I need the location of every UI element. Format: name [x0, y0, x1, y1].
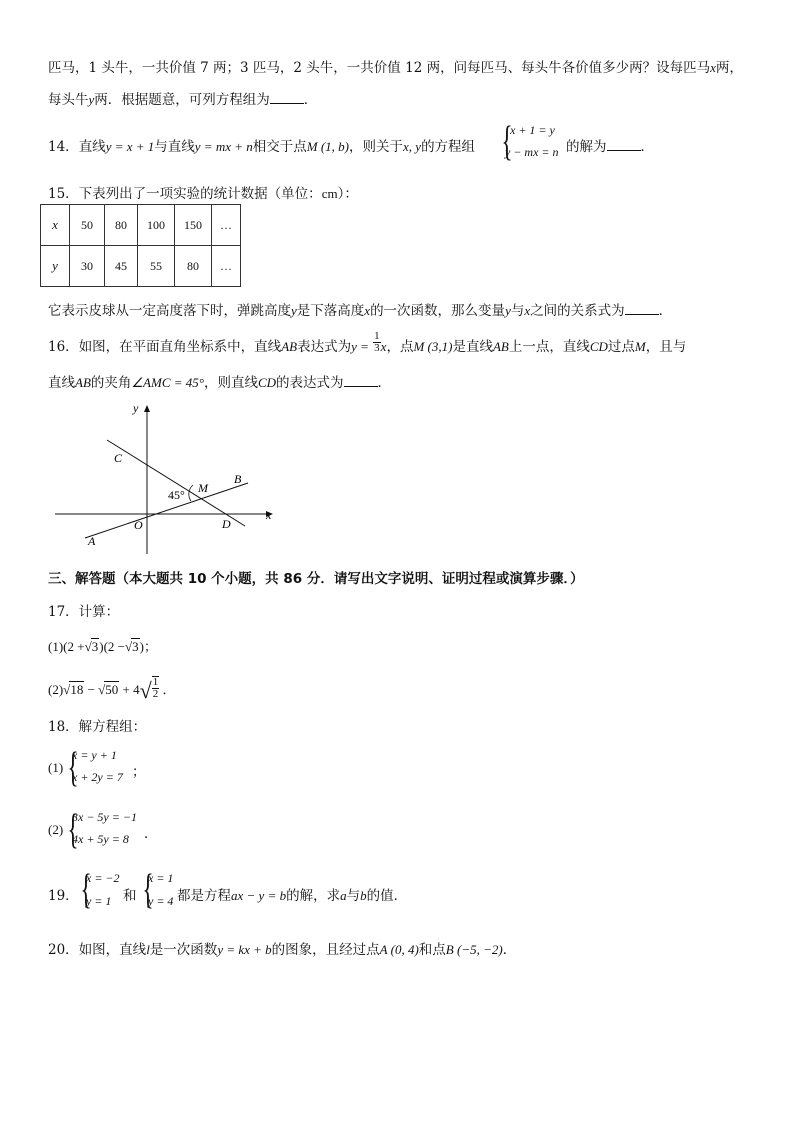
table-row-x	[41, 205, 241, 246]
table-cell: 80	[175, 246, 212, 287]
sqrt-symbol: √	[124, 639, 133, 654]
q16-line2-b: 的夹角	[90, 375, 132, 391]
q17-p1-expr-a: (2 +	[63, 639, 85, 654]
q17-p2-radicand2: 50	[105, 681, 119, 697]
origin-label: O	[134, 518, 143, 532]
q16-number: 16．	[48, 339, 79, 355]
q13-line1	[48, 56, 743, 76]
q19-s2-row2: y = 4	[148, 894, 174, 908]
answer-blank[interactable]	[607, 138, 641, 151]
sqrt-symbol: √	[63, 681, 71, 697]
q16-m: M	[634, 339, 646, 354]
q17-p2-label: (2)	[48, 681, 64, 697]
table-cell: …	[212, 246, 241, 287]
q19-s1-row1: x = −2	[86, 871, 120, 885]
q16-end: ．	[377, 375, 392, 391]
point-d-label: D	[222, 517, 231, 531]
q16-ab3: AB	[75, 375, 91, 390]
q13-line1-end: 两，	[715, 60, 743, 76]
q15-after-d: 与	[510, 303, 525, 319]
q20-text-c: 的图象，且经过点	[271, 942, 380, 958]
q19-s1-row2: y = 1	[86, 894, 112, 908]
q13-var-x: x	[710, 60, 716, 75]
q18-p1-end: ；	[132, 764, 146, 780]
q15-number: 15．	[48, 186, 79, 202]
table-cell: 50	[70, 205, 105, 246]
y-axis-label: y	[133, 401, 139, 415]
q19-eq: ax − y = b	[231, 888, 287, 903]
q16-text-c: ，点	[386, 339, 414, 355]
q17-part1	[48, 636, 157, 655]
q14-end-dot: ．	[640, 139, 654, 155]
q17-p1-radicand1: 3	[91, 639, 99, 654]
answer-blank[interactable]	[270, 91, 304, 104]
q14-text-c: 相交于点	[252, 139, 307, 155]
q16-line2-d: 的表达式为	[276, 375, 344, 391]
q16-line1	[48, 330, 687, 355]
sqrt-symbol: √	[98, 681, 106, 697]
q16-cd2: CD	[257, 375, 277, 390]
q16-line2	[48, 371, 391, 391]
q14-text	[48, 135, 475, 155]
q16-point: M (3,1)	[413, 339, 453, 354]
q17-p2-end: ．	[162, 681, 176, 697]
q14-text-b: 与直线	[154, 139, 195, 155]
q16-text-a: 如图，在平面直角坐标系中，直线	[78, 339, 282, 355]
q16-text-d: 是直线	[452, 339, 493, 355]
q17-p1-end: ；	[143, 639, 157, 654]
angle-label: 45°	[168, 488, 185, 502]
q15-after-b: 是下落高度	[296, 303, 365, 319]
table-cell: 100	[138, 205, 175, 246]
q16-text-f: 过点	[607, 339, 635, 355]
sqrt-symbol: √	[139, 678, 152, 703]
table-row-y	[41, 246, 241, 287]
q18-p1-row2: x + 2y = 7	[72, 770, 123, 784]
q18-p1-row1: x = y + 1	[72, 748, 117, 762]
q14-text-a: 直线	[78, 139, 106, 155]
q20-l: l	[146, 942, 150, 957]
q15-unit: cm	[321, 186, 338, 201]
answer-blank[interactable]	[625, 302, 659, 315]
q18-p1-brace: {	[67, 745, 79, 791]
q20-number: 20．	[48, 942, 79, 958]
point-m-label: M	[198, 481, 208, 495]
q20-text-b: 是一次函数	[149, 942, 218, 958]
q15-intro-text: 下表列出了一项实验的统计数据（单位：	[78, 186, 322, 202]
q20-pb: B (−5, −2)	[445, 942, 503, 957]
q18-p2-label: (2)	[48, 822, 64, 837]
q19-brace1: {	[80, 867, 92, 913]
table-row-label: y	[41, 246, 70, 287]
q14-end	[566, 135, 654, 155]
q18-p2-end: ．	[144, 826, 158, 842]
q15-after-x2: x	[524, 303, 531, 318]
q17-p2-plus: + 4	[122, 681, 140, 697]
q17-p1-label: (1)	[48, 639, 64, 654]
q13-var-y: y	[88, 92, 95, 107]
q19-text-d: 的值．	[366, 888, 408, 904]
q15-after-end: ．	[658, 303, 673, 319]
q15-after-c: 的一次函数，那么变量	[370, 303, 506, 319]
q20-text	[48, 938, 516, 958]
table-cell: 80	[105, 205, 138, 246]
q16-text-g: ，且与	[645, 339, 687, 355]
q19-and: 和	[123, 888, 137, 904]
fraction-denominator: 2	[152, 688, 159, 700]
q20-text-a: 如图，直线	[78, 942, 147, 958]
q17-p2-radicand1: 18	[70, 681, 84, 697]
q19-a: a	[340, 888, 347, 903]
line-cd	[107, 440, 245, 526]
section-heading: 三、解答题（本大题共 10 个小题，共 86 分．请写出文字说明、证明过程或演算步骤．）	[48, 571, 584, 587]
table-row-label: x	[41, 205, 70, 246]
q18-title: 18．解方程组：	[48, 719, 147, 735]
q17-p2-fraction	[152, 676, 160, 700]
q18-p2-row2: 4x + 5y = 8	[72, 832, 129, 846]
q14-eq2: y = mx + n	[194, 139, 253, 154]
q19-number: 19．	[48, 888, 79, 904]
q17-p2-minus: −	[87, 681, 95, 697]
q16-expr-lhs: y =	[351, 339, 369, 354]
q16-ab: AB	[281, 339, 298, 354]
q19-text-c: 与	[346, 888, 361, 904]
coordinate-figure	[50, 398, 280, 558]
q15-intro	[48, 182, 358, 202]
q20-text-d: 和点	[418, 942, 446, 958]
q16-cd: CD	[589, 339, 608, 354]
q19-s2-row1: x = 1	[148, 871, 174, 885]
q14-number: 14．	[48, 139, 79, 155]
q17-p1-radicand2: 3	[132, 639, 139, 654]
q16-line2-c: ，则直线	[203, 375, 258, 391]
q14-vars: x, y	[403, 139, 422, 154]
q20-end: ．	[502, 942, 517, 958]
fraction-numerator: 1	[374, 330, 380, 342]
sqrt-symbol: √	[84, 639, 92, 654]
q15-after-x: x	[364, 303, 371, 318]
table-cell: 150	[175, 205, 212, 246]
q16-angle: ∠AMC = 45°	[131, 375, 204, 390]
q20-pa: A (0, 4)	[379, 942, 419, 957]
point-a-label: A	[88, 534, 96, 548]
q15-intro-end: ）：	[337, 186, 358, 202]
q13-line2-b: 两．根据题意，可列方程组为	[94, 92, 270, 108]
q15-after-e: 之间的关系式为	[530, 303, 625, 319]
q16-text-b: 表达式为	[297, 339, 352, 355]
fraction-numerator: 1	[152, 676, 159, 688]
q15-after	[48, 299, 672, 319]
point-c-label: C	[114, 451, 123, 465]
q19-text-a: 都是方程	[177, 888, 231, 904]
q19-text-b: 的解，求	[286, 888, 341, 904]
q14-point: M (1, b)	[306, 139, 350, 154]
table-cell: 55	[138, 246, 175, 287]
q14-eq1: y = x + 1	[105, 139, 155, 154]
point-b-label: B	[234, 472, 242, 486]
table-cell: 45	[105, 246, 138, 287]
q13-line1-text: 匹马，1 头牛，一共价值 7 两；3 匹马，2 头牛，一共价值 12 两，问每匹马、每头牛各价值多少两？设每匹马	[48, 60, 711, 76]
stat-table	[40, 204, 241, 287]
q19-brace2: {	[142, 867, 154, 913]
table-cell: 30	[70, 246, 105, 287]
q14-brace: {	[501, 119, 513, 165]
answer-blank[interactable]	[344, 374, 378, 387]
q14-text-d: ，则关于	[349, 139, 404, 155]
q17-p1-expr-c: )	[139, 639, 144, 654]
q18-p2-row1: 3x − 5y = −1	[72, 810, 137, 824]
q20-eq: y = kx + b	[217, 942, 272, 957]
q13-line2-end: ．	[303, 92, 318, 108]
q15-after-y2: y	[505, 303, 511, 318]
q15-after-y: y	[291, 303, 297, 318]
q18-p2-brace: {	[67, 807, 79, 853]
q18-p1-label: (1)	[48, 760, 64, 775]
q16-expr-rhs: x	[380, 339, 387, 354]
q17-title: 17．计算：	[48, 604, 120, 620]
q16-ab2: AB	[492, 339, 509, 354]
q16-text-e: 上一点，直线	[508, 339, 590, 355]
q19-b: b	[360, 888, 367, 903]
q15-after-a: 它表示皮球从一定高度落下时，弹跳高度	[48, 303, 291, 319]
q19-text	[177, 884, 407, 904]
x-axis-label: x	[266, 508, 272, 522]
q14-text-e: 的方程组	[421, 139, 476, 155]
q17-p1-expr-b: )(2 −	[99, 639, 125, 654]
table-cell: …	[212, 205, 241, 246]
q17-part2	[48, 678, 175, 704]
q14-sys-row1: x + 1 = y	[510, 123, 555, 137]
fraction-denominator: 3	[374, 342, 380, 354]
q14-sys-row2: y − mx = n	[505, 145, 559, 159]
q13-line2-a: 每头牛	[48, 92, 89, 108]
q16-line2-a: 直线	[48, 375, 75, 391]
q13-line2	[48, 88, 317, 108]
q14-text-f: 的解为	[566, 139, 607, 155]
q16-fraction	[373, 331, 381, 354]
